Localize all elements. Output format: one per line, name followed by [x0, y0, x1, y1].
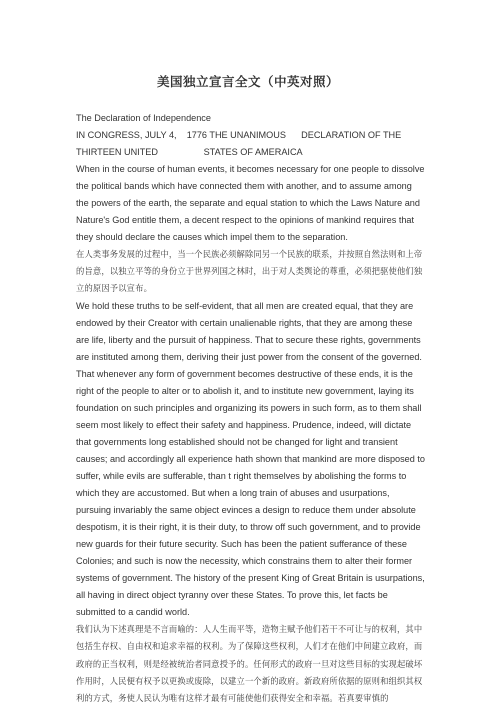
document-body — [76, 110, 426, 707]
declaration-heading: The Declaration of Independence — [76, 113, 211, 123]
declaration-subheading: IN CONGRESS, JULY 4, 1776 THE UNANIMOUS DECLARATION OF THE THIRTEEN UNITED STATES OF AMERAICA — [76, 130, 404, 158]
paragraph-chinese-2: 我们认为下述真理是不言而喻的：人人生而平等，造物主赋予他们若干不可让与的权利，其中包括生存权、自由权和追求幸福的权利。为了保障这些权利，人们才在他们中间建立政府，而政府的正当权利，则是经被统治者同意授予的。任何形式的政府一旦对这些目标的实现起破坏作用时，人民便有权予以更换或废除，以建立一个新的政府。新政府所依据的原则和组织其权利的方式，务使人民认为唯有这样才最有可能使他们获得安全和幸福。若真要审慎的 — [76, 624, 423, 703]
paragraph-english-2: We hold these truths to be self-evident, that all men are created equal, that they are endowed by their Creator with certain unalienable rights, that they are among these are life, liberty and the pursuit of happiness. That to secure these rights, governments are instituted among them, deriving their just power from the consent of the governed. That whenever any form of government becomes destructive of these ends, it is the right of the people to alter or to abolish it, and to institute new government, laying its foundation on such principles and organizing its powers in such form, as to them shall seem most likely to effect their safety and happiness. Prudence, indeed, will dictate that governments long established should not be changed for light and transient causes; and accordingly all experience hath shown that mankind are more disposed to suffer, while evils are sufferable, than t right themselves by abolishing the forms to which they are accustomed. But when a long train of abuses and usurpations, pursuing invariably the same object evinces a design to reduce them under absolute despotism, it is their right, it is their duty, to throw off such government, and to provide new guards for their future security. Such has been the patient sufferance of these Colonies; and such is now the necessity, which constrains them to alter their former systems of government. The history of the present King of Great Britain is usurpations, all having in direct object tyranny over these States. To prove this, let facts be submitted to a candid world. — [76, 300, 428, 618]
document-title: 美国独立宣言全文（中英对照） — [156, 74, 339, 89]
paragraph-chinese-1: 在人类事务发展的过程中，当一个民族必须解除同另一个民族的联系，并按照自然法则和上帝的旨意，以独立平等的身份立于世界列国之林时，出于对人类舆论的尊重，必须把驱使他们独立的原因予以宣布。 — [76, 249, 423, 294]
paragraph-english-1: When in the course of human events, it becomes necessary for one people to dissolve the political bands which have connected them with another, and to assume among the powers of the earth, the separate and equal station to which the Laws Nature and Nature's God entitle them, a decent respect to the opinions of mankind requires that they should declare the causes which impel them to the separation. — [76, 164, 428, 243]
